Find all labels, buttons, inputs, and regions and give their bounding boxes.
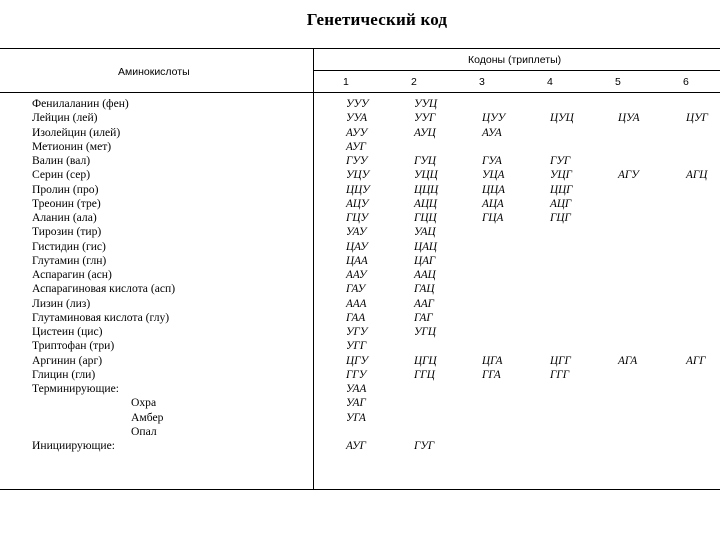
codon-cell [618, 126, 678, 140]
codon-column-4 [550, 97, 610, 453]
codon-cell: ЦАГ [414, 254, 436, 267]
codon-cell [550, 282, 610, 296]
codon-cell [414, 382, 474, 396]
codon-column-3 [482, 97, 542, 453]
header-col-6: 6 [683, 76, 689, 88]
codon-cell: ЦГГ [550, 354, 571, 367]
aminoacid-name: Глутамин (глн) [32, 253, 107, 267]
aminoacid-name: Валин (вал) [32, 154, 91, 167]
aminoacid-name: Цистеин (цис) [32, 325, 103, 338]
codon-cell: ГУУ [346, 155, 368, 167]
codon-cell [550, 297, 610, 311]
codon-cell [686, 97, 720, 111]
codon-cell: ГАГ [414, 311, 433, 324]
codon-cell [550, 382, 610, 396]
codon-cell [686, 339, 720, 353]
codon-cell: ААУ [346, 269, 367, 281]
codon-cell [618, 225, 678, 239]
codon-cell [618, 311, 678, 325]
codon-cell [482, 311, 542, 325]
codon-cell: АЦЦ [414, 197, 437, 210]
codon-cell [414, 339, 474, 353]
codon-cell [686, 126, 720, 140]
codon-cell [686, 311, 720, 325]
codon-cell: УАГ [346, 397, 366, 410]
aminoacid-name: Лизин (лиз) [32, 296, 91, 310]
codon-cell [686, 225, 720, 239]
codon-cell [482, 439, 542, 453]
header-aminoacids: Аминокислоты [118, 66, 190, 78]
table-top-rule [0, 48, 720, 49]
codon-cell: УГЦ [414, 326, 436, 338]
codon-cell [550, 311, 610, 325]
codon-cell: ЦГУ [346, 354, 368, 367]
aminoacid-name: Терминирующие: [32, 382, 119, 395]
codon-cell [618, 154, 678, 168]
aminoacid-name: Глицин (гли) [32, 367, 96, 381]
aminoacid-name: Амбер [131, 410, 164, 424]
codon-cell: УЦЦ [414, 169, 438, 182]
codon-cell [618, 282, 678, 296]
codon-cell: ЦЦУ [346, 183, 370, 196]
codon-cell [414, 140, 474, 154]
codon-cell [686, 297, 720, 311]
codon-cell [482, 425, 542, 439]
header-bottom-rule [0, 92, 720, 93]
codon-cell [482, 297, 542, 311]
codon-cell [550, 268, 610, 282]
codon-cell [686, 325, 720, 339]
codon-cell [550, 97, 610, 111]
codon-cell: УУГ [414, 112, 436, 125]
header-col-4: 4 [547, 76, 553, 88]
codon-cell [686, 425, 720, 439]
codon-cell: ЦЦЦ [414, 183, 439, 196]
codon-cell [482, 325, 542, 339]
codon-cell [618, 425, 678, 439]
codon-cell: АГГ [686, 354, 706, 367]
codon-cell [482, 339, 542, 353]
header-col-1: 1 [343, 76, 349, 88]
codon-cell: АЦГ [550, 197, 572, 210]
codon-cell: ГГА [482, 368, 501, 381]
codon-cell [482, 382, 542, 396]
codon-cell: ААЦ [414, 269, 436, 281]
codon-cell [482, 254, 542, 268]
codon-cell [686, 197, 720, 211]
aminoacid-name: Аспарагин (асн) [32, 268, 112, 281]
codon-cell: АУГ [346, 140, 367, 153]
codon-cell [482, 97, 542, 111]
codon-cell: ЦУА [618, 112, 640, 125]
codon-cell: ГЦЦ [414, 212, 437, 224]
codon-cell [482, 240, 542, 254]
codon-cell: АГУ [618, 169, 639, 182]
codon-cell [550, 411, 610, 425]
codon-cell [686, 154, 720, 168]
codon-cell: ГГУ [346, 368, 367, 381]
aminoacid-name: Инициирующие: [32, 439, 115, 452]
codon-cell [618, 396, 678, 410]
codon-cell: ГЦА [482, 212, 504, 224]
codon-cell [482, 140, 542, 154]
aminoacid-names-column [32, 97, 312, 453]
codon-cell [618, 197, 678, 211]
aminoacid-name: Изолейцин (илей) [32, 125, 121, 139]
codon-column-1 [346, 97, 406, 453]
codon-column-6 [686, 97, 720, 453]
aminoacid-name: Серин (сер) [32, 168, 91, 182]
codon-cell [550, 325, 610, 339]
codon-cell: АГЦ [686, 169, 708, 182]
aminoacid-name: Гистидин (гис) [32, 239, 106, 253]
codon-cell [482, 411, 542, 425]
codon-cell: ЦУЦ [550, 112, 574, 125]
codon-cell [618, 140, 678, 154]
codon-cell [414, 411, 474, 425]
codon-cell: ГАА [346, 311, 366, 324]
column-divider [313, 48, 314, 490]
aminoacid-name: Тирозин (тир) [32, 225, 102, 239]
codon-cell: УУУ [346, 98, 369, 110]
codon-cell [618, 325, 678, 339]
header-col-2: 2 [411, 76, 417, 88]
codon-cell: АЦА [482, 197, 504, 210]
codon-cell [618, 211, 678, 225]
codon-cell: ГЦГ [550, 212, 571, 224]
codon-column-5 [618, 97, 678, 453]
codon-cell: ГУГ [414, 440, 435, 452]
codon-cell: ЦЦГ [550, 183, 573, 196]
codon-cell [686, 439, 720, 453]
codon-cell: ГУГ [550, 155, 571, 167]
codon-cell [618, 339, 678, 353]
codon-cell: УЦУ [346, 169, 370, 182]
codon-cell: ЦУУ [482, 112, 506, 125]
codon-cell [550, 240, 610, 254]
codon-cell: УАУ [346, 226, 367, 239]
header-codons: Кодоны (триплеты) [468, 54, 562, 66]
codon-cell: ЦГА [482, 354, 503, 367]
codon-cell: ЦГЦ [414, 354, 437, 367]
aminoacid-name: Аргинин (арг) [32, 353, 103, 367]
codon-cell [346, 425, 406, 439]
codon-cell: ЦАЦ [414, 240, 437, 253]
aminoacid-name: Метионин (мет) [32, 139, 112, 153]
codon-cell [686, 240, 720, 254]
codon-cell: ГГЦ [414, 368, 435, 381]
codon-cell [550, 396, 610, 410]
codon-cell: ААА [346, 297, 367, 310]
codon-cell: ААГ [414, 297, 435, 310]
codon-cell [550, 140, 610, 154]
codon-cell [686, 268, 720, 282]
codon-cell [618, 183, 678, 197]
codon-cell: АЦУ [346, 197, 369, 210]
codon-cell [550, 425, 610, 439]
codon-cell [686, 368, 720, 382]
codon-cell: ЦАА [346, 254, 368, 267]
codon-cell [686, 254, 720, 268]
header-col-3: 3 [479, 76, 485, 88]
codon-cell [618, 297, 678, 311]
codon-cell: УАА [346, 383, 367, 395]
aminoacid-name: Фенилаланин (фен) [32, 97, 129, 110]
codon-cell [618, 439, 678, 453]
aminoacid-name: Охра [131, 396, 157, 410]
aminoacid-name: Аланин (ала) [32, 211, 97, 224]
codon-cell: ГАУ [346, 283, 366, 296]
aminoacid-name: Опал [131, 424, 157, 438]
codon-cell [686, 211, 720, 225]
codon-cell [482, 268, 542, 282]
header-col-5: 5 [615, 76, 621, 88]
codon-cell: ГУЦ [414, 155, 436, 167]
codon-cell [618, 382, 678, 396]
codon-cell: УГГ [346, 340, 367, 353]
codon-cell [686, 411, 720, 425]
codon-cell [618, 97, 678, 111]
codon-cell: ГАЦ [414, 283, 435, 296]
aminoacid-name: Лейцин (лей) [32, 111, 98, 125]
codon-cell [550, 126, 610, 140]
codon-cell [414, 425, 474, 439]
codon-cell: УУА [346, 112, 368, 125]
aminoacid-name: Пролин (про) [32, 182, 99, 196]
codon-cell: ГГГ [550, 368, 570, 381]
codon-cell: АУЦ [414, 126, 436, 139]
codon-cell [686, 382, 720, 396]
codon-cell [686, 140, 720, 154]
codon-column-2 [414, 97, 474, 453]
codon-cell [618, 268, 678, 282]
codon-cell [550, 439, 610, 453]
aminoacid-name: Треонин (тре) [32, 196, 101, 210]
codon-cell [550, 225, 610, 239]
codon-cell [686, 183, 720, 197]
codon-cell [482, 396, 542, 410]
codon-cell: АГА [618, 354, 638, 367]
codon-cell: ЦЦА [482, 183, 505, 196]
codon-cell [618, 240, 678, 254]
codon-cell: АУУ [346, 126, 368, 139]
codon-cell: ГЦУ [346, 212, 368, 224]
codon-cell: УГА [346, 411, 366, 424]
header-sub-rule [313, 70, 720, 71]
codon-cell [618, 411, 678, 425]
codon-cell [618, 254, 678, 268]
codon-cell: УГУ [346, 326, 368, 338]
codon-cell [414, 396, 474, 410]
codon-cell: ЦАУ [346, 240, 368, 253]
codon-cell [550, 254, 610, 268]
table-bottom-rule [0, 489, 720, 490]
codon-cell [686, 282, 720, 296]
codon-cell: УЦГ [550, 169, 572, 182]
codon-cell: АУГ [346, 440, 367, 452]
codon-cell: АУА [482, 126, 502, 139]
codon-cell [482, 225, 542, 239]
codon-cell [482, 282, 542, 296]
codon-cell [550, 339, 610, 353]
codon-cell [618, 368, 678, 382]
codon-cell: УУЦ [414, 98, 438, 110]
codon-cell: ЦУГ [686, 112, 708, 125]
codon-cell: УАЦ [414, 226, 436, 239]
page-title: Генетический код [306, 10, 448, 29]
aminoacid-name: Глутаминовая кислота (глу) [32, 310, 170, 324]
codon-cell [686, 396, 720, 410]
codon-cell: ГУА [482, 155, 502, 167]
aminoacid-name: Аспарагиновая кислота (асп) [32, 282, 176, 296]
aminoacid-name: Триптофан (три) [32, 339, 115, 353]
codon-cell: УЦА [482, 169, 505, 182]
